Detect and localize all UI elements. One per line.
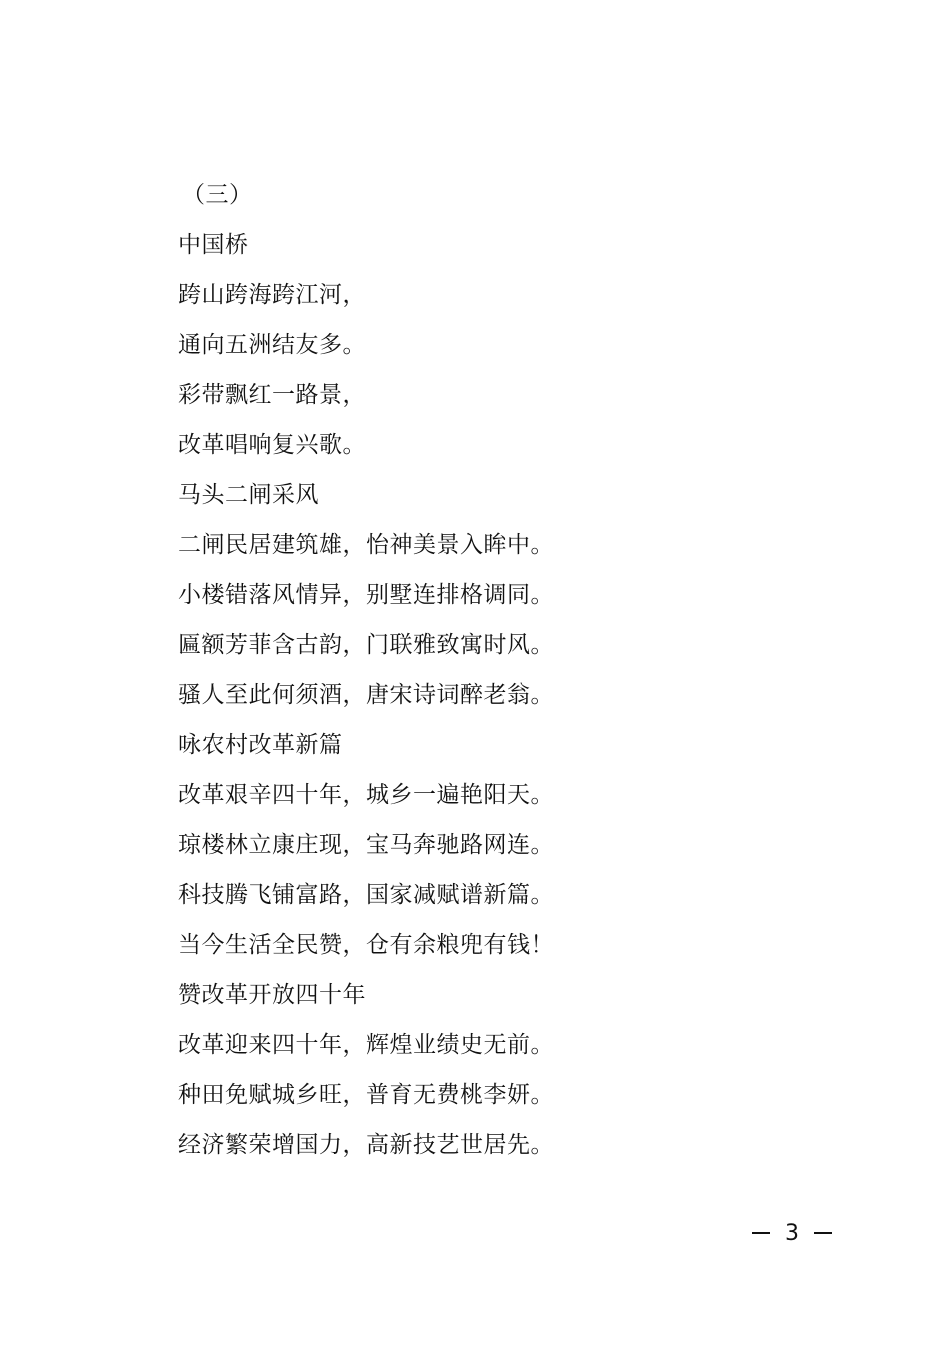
poem-line: 改革唱响复兴歌。 bbox=[178, 432, 366, 458]
poem-line: 经济繁荣增国力，高新技艺世居先。 bbox=[178, 1132, 554, 1158]
poem-title-rural-reform: 咏农村改革新篇 bbox=[178, 732, 343, 758]
page-number-right-dash bbox=[814, 1232, 832, 1234]
poem-title-china-bridge: 中国桥 bbox=[178, 232, 249, 258]
page-number-left-dash bbox=[752, 1232, 770, 1234]
poem-line: 骚人至此何须酒，唐宋诗词醉老翁。 bbox=[178, 682, 554, 708]
page-number-value: 3 bbox=[785, 1220, 799, 1246]
poem-line: 匾额芳菲含古韵，门联雅致寓时风。 bbox=[178, 632, 554, 658]
poem-line: 小楼错落风情异，别墅连排格调同。 bbox=[178, 582, 554, 608]
poem-content bbox=[178, 170, 858, 1170]
poem-title-reform-forty-years: 赞改革开放四十年 bbox=[178, 982, 366, 1008]
poem-title-matou-erzha: 马头二闸采风 bbox=[178, 482, 319, 508]
poem-line: 当今生活全民赞，仓有余粮兜有钱！ bbox=[178, 932, 554, 958]
poem-line: 通向五洲结友多。 bbox=[178, 332, 366, 358]
section-label: （三） bbox=[182, 182, 253, 208]
poem-line: 跨山跨海跨江河， bbox=[178, 282, 366, 308]
poem-line: 科技腾飞铺富路，国家减赋谱新篇。 bbox=[178, 882, 554, 908]
poem-line: 彩带飘红一路景， bbox=[178, 382, 366, 408]
poem-line: 改革迎来四十年，辉煌业绩史无前。 bbox=[178, 1032, 554, 1058]
poem-line: 二闸民居建筑雄，怡神美景入眸中。 bbox=[178, 532, 554, 558]
poem-line: 种田免赋城乡旺，普育无费桃李妍。 bbox=[178, 1082, 554, 1108]
page-number bbox=[752, 1218, 832, 1248]
poem-line: 琼楼林立康庄现，宝马奔驰路网连。 bbox=[178, 832, 554, 858]
poem-line: 改革艰辛四十年，城乡一遍艳阳天。 bbox=[178, 782, 554, 808]
